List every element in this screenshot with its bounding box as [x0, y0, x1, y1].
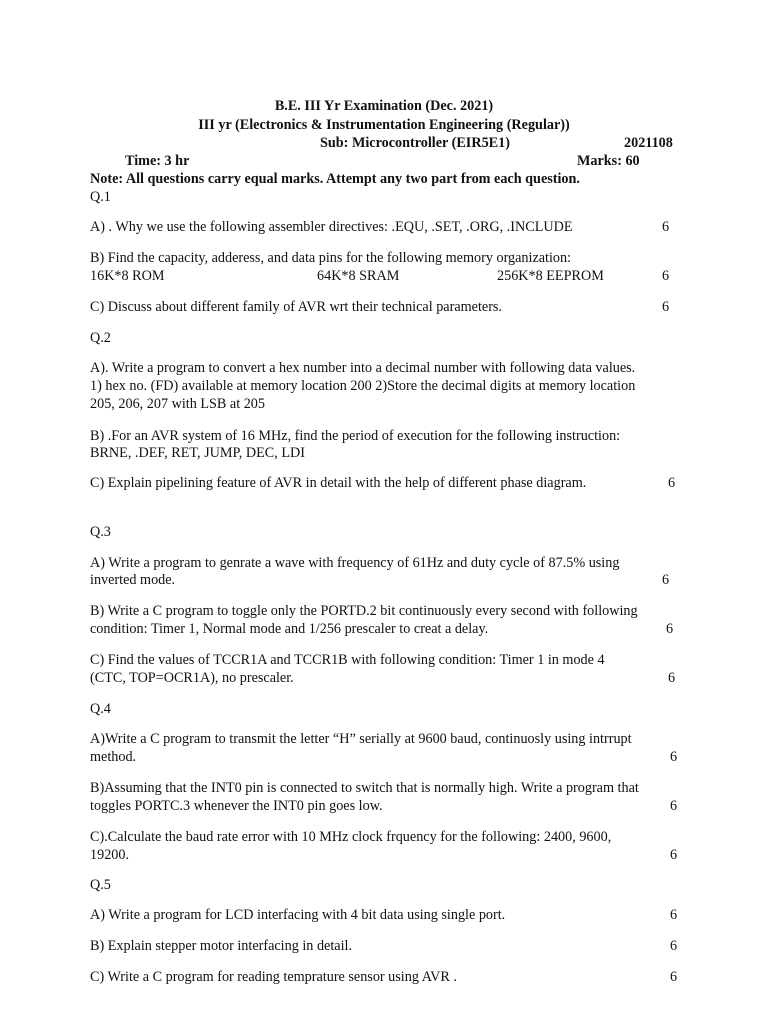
q1-part-c: C) Discuss about different family of AVR wrt their technical parameters.: [90, 299, 502, 315]
time-label: Time: 3 hr: [125, 153, 190, 169]
question-1-label: Q.1: [90, 189, 111, 205]
q4-b-marks: 6: [670, 798, 678, 814]
q1-b-rom: 16K*8 ROM: [90, 268, 165, 284]
subject-line: Sub: Microcontroller (EIR5E1): [320, 135, 510, 151]
q3-part-c-line2: (CTC, TOP=OCR1A), no prescaler.: [90, 670, 294, 686]
q5-c-marks: 6: [670, 969, 678, 985]
q4-part-c-line1: C).Calculate the baud rate error with 10 MHz clock frquency for the following: 2400, 9600,: [90, 829, 612, 845]
exam-title: B.E. III Yr Examination (Dec. 2021): [274, 98, 494, 114]
q4-part-b-line2: toggles PORTC.3 whenever the INT0 pin goes low.: [90, 798, 383, 814]
q4-a-marks: 6: [670, 749, 678, 765]
q3-b-marks: 6: [666, 621, 674, 637]
question-5-label: Q.5: [90, 877, 111, 893]
q5-part-a: A) Write a program for LCD interfacing with 4 bit data using single port.: [90, 907, 506, 923]
q3-c-marks: 6: [668, 670, 676, 686]
q1-part-b: B) Find the capacity, adderess, and data pins for the following memory organization:: [90, 250, 572, 266]
q3-a-marks: 6: [662, 572, 670, 588]
q2-part-b-line2: BRNE, .DEF, RET, JUMP, DEC, LDI: [90, 445, 305, 461]
q4-c-marks: 6: [670, 847, 678, 863]
q2-part-c: C) Explain pipelining feature of AVR in detail with the help of different phase diagram.: [90, 475, 587, 491]
q3-part-b-line2: condition: Timer 1, Normal mode and 1/256 prescaler to creat a delay.: [90, 621, 489, 637]
q1-part-a: A) . Why we use the following assembler directives: .EQU, .SET, .ORG, .INCLUDE: [90, 219, 573, 235]
q5-a-marks: 6: [670, 907, 678, 923]
q1-c-marks: 6: [662, 299, 670, 315]
question-4-label: Q.4: [90, 701, 111, 717]
q3-part-a-line2: inverted mode.: [90, 572, 176, 588]
question-3-label: Q.3: [90, 524, 111, 540]
q3-part-b-line1: B) Write a C program to toggle only the PORTD.2 bit continuously every second with following: [90, 603, 638, 619]
q2-c-marks: 6: [668, 475, 676, 491]
q4-part-c-line2: 19200.: [90, 847, 130, 863]
q3-part-c-line1: C) Find the values of TCCR1A and TCCR1B with following condition: Timer 1 in mode 4: [90, 652, 605, 668]
q2-part-b-line1: B) .For an AVR system of 16 MHz, find the period of execution for the following instruction:: [90, 428, 621, 444]
q2-part-a-line2: 1) hex no. (FD) available at memory location 200 2)Store the decimal digits at memory location: [90, 378, 636, 394]
marks-label: Marks: 60: [577, 153, 640, 169]
paper-code: 2021108: [624, 135, 673, 151]
q4-part-b-line1: B)Assuming that the INT0 pin is connected to switch that is normally high. Write a program that: [90, 780, 639, 796]
q1-b-sram: 64K*8 SRAM: [317, 268, 400, 284]
instructions-note: Note: All questions carry equal marks. Attempt any two part from each question.: [90, 171, 580, 187]
q5-b-marks: 6: [670, 938, 678, 954]
program-title: III yr (Electronics & Instrumentation Engineering (Regular)): [198, 117, 570, 133]
q5-part-c: C) Write a C program for reading temprature sensor using AVR .: [90, 969, 457, 985]
question-2-label: Q.2: [90, 330, 111, 346]
q1-b-marks: 6: [662, 268, 670, 284]
q4-part-a-line2: method.: [90, 749, 137, 765]
q1-b-eeprom: 256K*8 EEPROM: [497, 268, 604, 284]
q1-a-marks: 6: [662, 219, 670, 235]
q2-part-a-line1: A). Write a program to convert a hex number into a decimal number with following data values.: [90, 360, 636, 376]
q4-part-a-line1: A)Write a C program to transmit the letter “H” serially at 9600 baud, continuosly using intrrupt: [90, 731, 632, 747]
q5-part-b: B) Explain stepper motor interfacing in detail.: [90, 938, 352, 954]
q2-part-a-line3: 205, 206, 207 with LSB at 205: [90, 396, 265, 412]
q3-part-a-line1: A) Write a program to genrate a wave with frequency of 61Hz and duty cycle of 87.5% using: [90, 555, 620, 571]
